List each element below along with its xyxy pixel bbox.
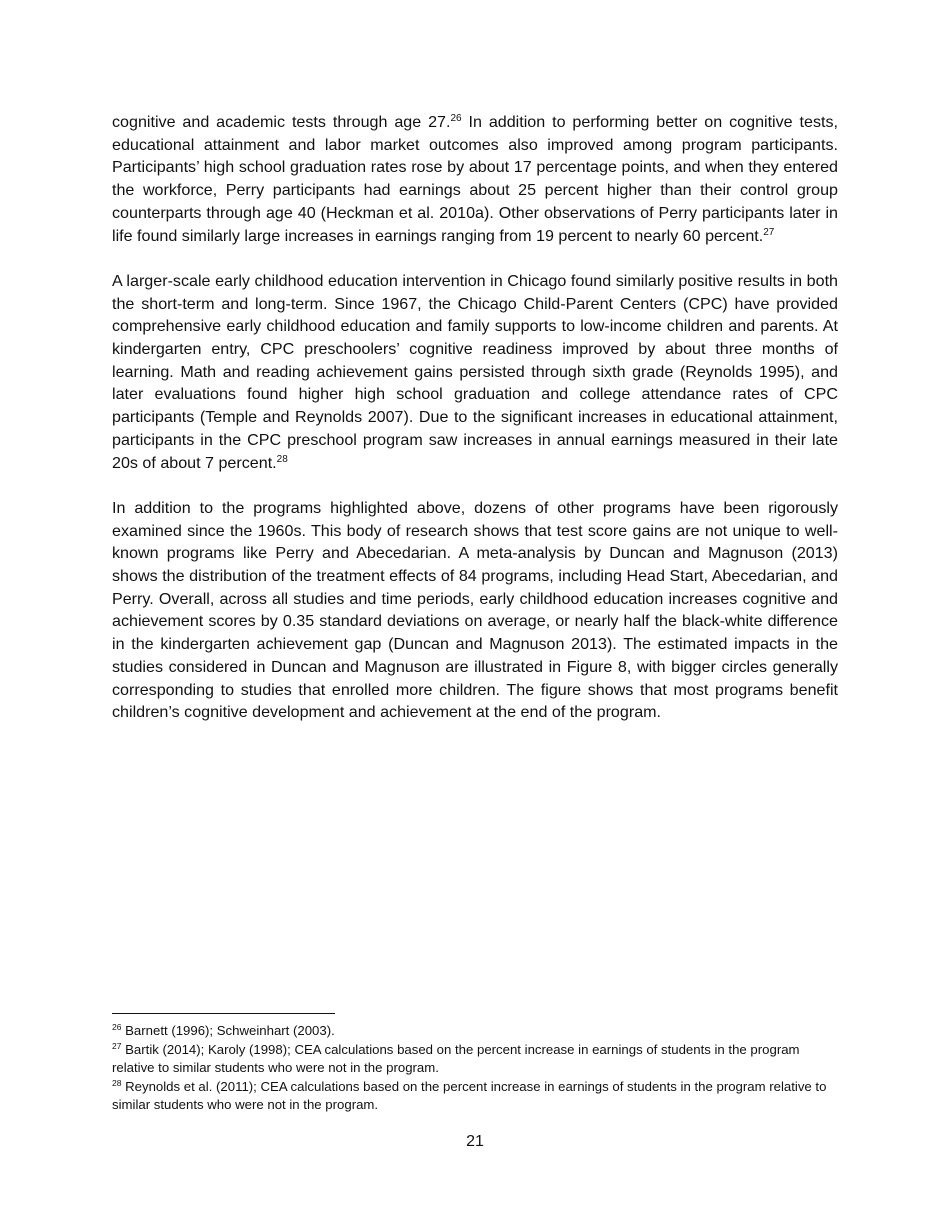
- footnotes-section: [112, 1022, 838, 1115]
- footnote-26: [112, 1022, 838, 1041]
- paragraph-text-continued: In addition to performing better on cognitive tests, educational attainment and labor market outcomes also improved among program participants. Participants’ high school graduation rates rose by about 17 percentage points, and when they entered the workforce, Perry participants had earnings about 25 percent higher than their control group counterparts through age 40 (Heckman et al. 2010a). Other observations of Perry participants later in life found similarly large increases in earnings ranging from 19 percent to nearly 60 percent.: [112, 113, 838, 245]
- paragraph-text: A larger-scale early childhood education intervention in Chicago found similarly positive results in both the short-term and long-term. Since 1967, the Chicago Child-Parent Centers (CPC) have provided comprehensive early childhood education and family supports to low-income children and parents. At kindergarten entry, CPC preschoolers’ cognitive readiness improved by about three months of learning. Math and reading achievement gains persisted through sixth grade (Reynolds 1995), and later evaluations found higher high school graduation and college attendance rates of CPC participants (Temple and Reynolds 2007). Due to the significant increases in educational attainment, participants in the CPC preschool program saw increases in annual earnings measured in their late 20s of about 7 percent.: [112, 271, 838, 472]
- footnote-divider: [112, 1013, 335, 1014]
- paragraph-meta-analysis: [112, 497, 838, 724]
- footnote-28: [112, 1078, 838, 1115]
- footnote-ref-26[interactable]: 26: [450, 113, 462, 124]
- footnote-number: 28: [112, 1077, 122, 1088]
- paragraph-chicago-cpc: [112, 270, 838, 474]
- footnote-text: Bartik (2014); Karoly (1998); CEA calculations based on the percent increase in earnings of students in the program relative to similar students who were not in the program.: [112, 1041, 800, 1076]
- footnote-number: 26: [112, 1022, 122, 1032]
- paragraph-text: In addition to the programs highlighted above, dozens of other programs have been rigorously examined since the 1960s. This body of research shows that test score gains are not unique to well-known programs like Perry and Abecedarian. A meta-analysis by Duncan and Magnuson (2013) shows the distribution of the treatment effects of 84 programs, including Head Start, Abecedarian, and Perry. Overall, across all studies and time periods, early childhood education increases cognitive and achievement scores by 0.35 standard deviations on average, or nearly half the black-white difference in the kindergarten achievement gap (Duncan and Magnuson 2013). The estimated impacts in the studies considered in Duncan and Magnuson are illustrated in Figure 8, with bigger circles generally corresponding to studies that enrolled more children. The figure shows that most programs benefit children’s cognitive development and achievement at the end of the program.: [112, 498, 838, 722]
- footnote-ref-28[interactable]: 28: [276, 453, 288, 465]
- page-number: 21: [466, 1133, 484, 1150]
- document-body: [112, 111, 838, 747]
- footnote-ref-27[interactable]: 27: [763, 226, 775, 238]
- footnote-number: 27: [112, 1040, 122, 1051]
- paragraph-perry-outcomes: [112, 111, 838, 247]
- footnote-text: Barnett (1996); Schweinhart (2003).: [121, 1023, 335, 1038]
- footnote-text: Reynolds et al. (2011); CEA calculations based on the percent increase in earnings of students in the program relative to similar students who were not in the program.: [112, 1078, 827, 1113]
- footnote-27: [112, 1041, 838, 1078]
- paragraph-text: cognitive and academic tests through age 27.: [112, 113, 451, 131]
